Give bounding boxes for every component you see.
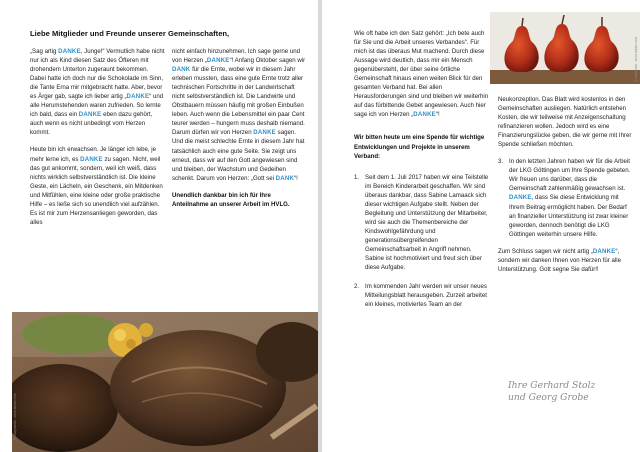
danke-highlight: DANKE xyxy=(253,129,276,137)
text-run: eben dazu gehört, auch wenn es nicht unbedingt vom Herzen kommt. xyxy=(30,111,153,137)
danke-highlight: DANKE xyxy=(78,111,102,119)
photo-credit: © crazymedia - stock.adobe.com xyxy=(13,393,17,440)
thanks-paragraph: Unendlich dankbar bin ich für Ihre Anteilnahme an unserer Arbeit im HVLG. xyxy=(172,191,290,208)
text-run: “ und alle Herumstehenden waren zufrieden. So lernte ich bald, dass ein xyxy=(30,93,164,119)
text-run: “, sondern wir danken Ihnen von Herzen für alle Unterstützung. Gott segne Sie dafür!! xyxy=(498,247,621,273)
text-run: , Junge!“ Vermutlich habe nicht nur ich als Kind diesen Satz des Öfteren mit drohendem Unterton zugeraunt bekommen. Dabei hatte ich doch nur die Schokolade im Sinn, die Tante Erna mir mitgebracht hatte. Aber, bevor es Ärger gab, sagte ich lieber artig „ xyxy=(30,48,165,101)
danke-highlight: DANKE xyxy=(413,111,436,119)
letter-headline: Liebe Mitglieder und Freunde unserer Gemeinschaften, xyxy=(30,29,230,38)
list-item xyxy=(354,173,490,273)
project-list-continued xyxy=(498,157,634,238)
paragraph xyxy=(30,47,165,137)
list-number: 2. xyxy=(354,283,360,291)
text-run: In den letzten Jahren haben wir für die Arbeit der LKG Göttingen um Ihre Spende gebeten. Wir freuen uns darüber, dass die Gemeinschaft zahlenmäßig gewachsen ist. xyxy=(509,158,631,193)
text-run: sagen. Und die meist schlechte Ernte in diesem Jahr hat tatsächlich auch eine gute Seite. Sie zeigt uns erneut, dass wir auf den Gott angewiesen sind und bleiben, der Wachstum und Gedeihen schenkt. Darum von Herzen: „Gott sei xyxy=(172,129,305,182)
bread-photo xyxy=(12,312,318,452)
danke-highlight: DANKE xyxy=(206,57,230,65)
text-run: “! Anfang Oktober sagen wir xyxy=(229,57,306,65)
text-run: Wie oft habe ich den Satz gehört: „Ich bete auch für Sie und die Arbeit unseres Verbandes“. Für mich ist das überaus Mut machend. Durch diese Aussage wird deutlich, dass mir ein Mensch gegenübersteht, der über seine örtliche Gemeinschaft hinaus einen weiten Blick für den gesamten Verband hat. Bei allen Herausforderungen sind und bleiben wir weiterhin auf das fürbittende Gebet angewiesen. Auch hier sage ich von Herzen „ xyxy=(354,30,489,119)
text-run: Zum Schluss sagen wir nicht artig „ xyxy=(498,247,593,255)
text-run: “! xyxy=(294,174,298,182)
paragraph xyxy=(30,145,165,226)
photo-credit: © ina/photos · stock.adobe.com xyxy=(634,37,638,82)
list-number: 1. xyxy=(354,173,360,181)
text-run: , dass Sie diese Entwicklung mit Ihrem Beitrag ermöglicht haben. Der Bedarf an finanzieller Unterstützung ist zwar kleiner geworden, dennoch benötigt die LKG Göttingen weiterhin unsere Hilfe. xyxy=(509,194,629,238)
list-item xyxy=(354,282,490,309)
list-text: Im kommenden Jahr werden wir unser neues Mitteilungsblatt herausgeben. Zurzeit arbeitet ein kleines, motiviertes Team an der xyxy=(365,283,487,309)
project-list xyxy=(354,173,490,310)
signature-line-1: Ihre Gerhard Stolz xyxy=(508,380,596,391)
danke-highlight: DANKE xyxy=(592,247,616,255)
right-page xyxy=(322,0,640,452)
pears-photo xyxy=(490,12,640,84)
list-number: 3. xyxy=(498,158,504,166)
list-item xyxy=(498,157,634,238)
danke-highlight: DANKE xyxy=(80,155,103,163)
danke-highlight: DANK xyxy=(275,174,295,182)
paragraph xyxy=(172,47,307,183)
text-run: nicht einfach hinzunehmen. Ich sage gerne und von Herzen „ xyxy=(172,48,301,65)
left-column-1 xyxy=(30,47,165,235)
text-run: „Sag artig xyxy=(30,48,59,55)
paragraph xyxy=(354,29,490,119)
right-column-2 xyxy=(498,95,634,282)
right-column-1 xyxy=(354,29,490,317)
danke-highlight: DANKE xyxy=(509,194,532,202)
closing-paragraph xyxy=(498,247,634,274)
list-text: Seit dem 1. Juli 2017 haben wir eine Teilstelle im Bereich Kinderarbeit geschaffen. Wir sind überaus dankbar, dass Sabine Lamaack sich dieser wichtigen Aufgabe stellt. Neben der Begleitung und Unterstützung der Mitarbeiter, wird sie auch die Themenbereiche der Kindswohlgefährdung und generationsübergreifenden Gemeinschaftsarbeit in Angriff nehmen. Sabine ist hochmotiviert und freut sich über diese Aufgabe. xyxy=(365,173,489,272)
left-page xyxy=(0,0,318,452)
danke-highlight: DANKE xyxy=(58,48,81,55)
paragraph: Neukonzeption. Das Blatt wird kostenlos in den Gemeinschaften ausliegen. Natürlich entstehen Kosten, die wir teilweise mit Anzeigenschaltung refinanzieren wollen. Jedoch wird es eine Finanzierungslücke geben, die wir gerne mit Ihrer Spende schließen möchten. xyxy=(498,96,632,149)
donation-heading: Wir bitten heute um eine Spende für wichtige Entwicklungen und Projekte in unserem Verband: xyxy=(354,134,485,160)
text-run: zu sagen. Nicht, weil das gut ankommt, sondern, weil ich weiß, dass nichts wirklich selbstverständlich ist. Die kleine Geste, ein Lächeln, ein Geschenk, ein Mitdenken und Mitfühlen, eine kleine oder große praktische Hilfe – es ließe sich so unendlich viel aufzählen. Es ist mir zum Herzensanliegen geworden, das alles xyxy=(30,155,163,226)
danke-highlight: DANKE xyxy=(126,93,150,101)
signature xyxy=(508,380,595,404)
left-column-2 xyxy=(172,47,307,217)
signature-line-2: und Georg Grobe xyxy=(508,392,589,403)
text-run: Heute bin ich erwachsen. Je länger ich lebe, je mehr lerne ich, es xyxy=(30,146,157,163)
text-run: für die Ernte, wobei wir in diesem Jahr erleben mussten, dass eine gute Ernte trotz aller technischen Fortschritte in der Landwirtschaft nicht selbstverständlich ist. Die Landwirte und Obstbauern müssen häufig mit großen Einbußen leben. Auch wenn die Lebensmittel ein paar Cent teurer werden – hungern muss deshalb niemand. Darum dürfen wir von Herzen xyxy=(172,66,305,137)
list-text xyxy=(509,158,630,237)
text-run: “! xyxy=(435,111,440,119)
danke-highlight: DANK xyxy=(172,66,191,74)
